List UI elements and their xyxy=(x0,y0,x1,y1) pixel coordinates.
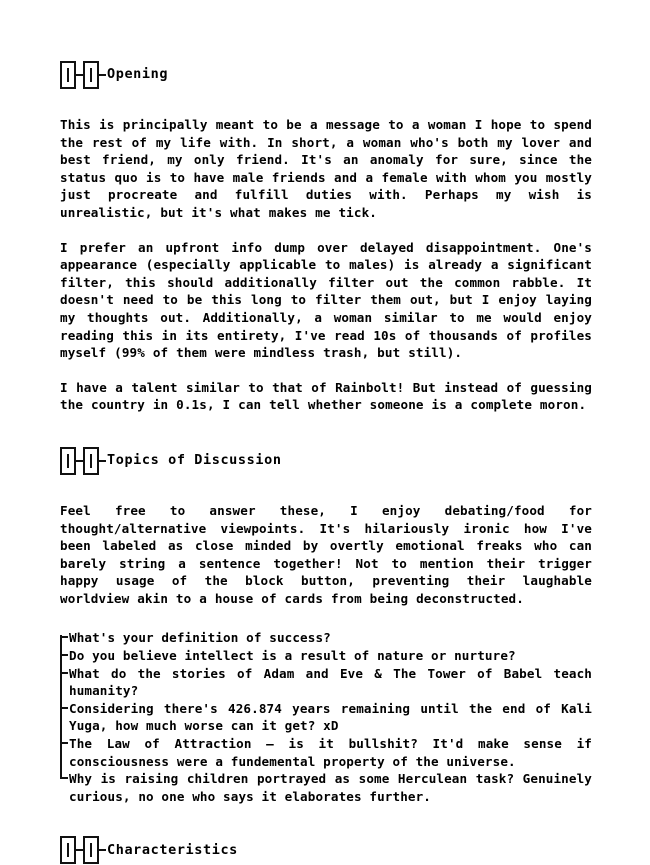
list-item xyxy=(60,700,592,735)
divider-connector xyxy=(76,460,83,462)
divider-box-right xyxy=(83,447,99,475)
list-item xyxy=(60,629,592,647)
list-item xyxy=(60,735,592,770)
list-item-text: Considering there's 426.874 years remaining until the end of Kali Yuga, how much worse can it get? xD xyxy=(69,700,592,734)
divider-connector xyxy=(76,849,83,851)
discussion-topics-list xyxy=(60,629,592,805)
section-title-topics-of-discussion: Topics of Discussion xyxy=(107,452,282,469)
section-body-topics-of-discussion xyxy=(60,502,592,806)
divider-box-left xyxy=(60,447,76,475)
tree-branch-icon xyxy=(60,700,68,735)
divider-connector xyxy=(76,74,83,76)
list-item-text: What's your definition of success? xyxy=(69,630,331,646)
divider-tail xyxy=(99,74,106,76)
divider-bar-left xyxy=(67,68,69,82)
divider-box-left xyxy=(60,61,76,89)
divider-bar-left xyxy=(67,843,69,857)
paragraph: I have a talent similar to that of Rainbolt! But instead of guessing the country in 0.1s, I can tell whether someone is a complete moron. xyxy=(60,379,592,413)
list-item xyxy=(60,647,592,665)
list-item-text: The Law of Attraction — is it bullshit? It'd make sense if consciousness were a fundemental property of the universe. xyxy=(69,736,592,769)
list-item-text: Do you believe intellect is a result of nature or nurture? xyxy=(69,648,516,664)
section-divider-icon xyxy=(60,61,106,89)
paragraph: I prefer an upfront info dump over delayed disappointment. One's appearance (especially applicable to males) is already a significant filter, this should additionally filter out the common rabble. It doesn't need to be this long to filter them out, but I enjoy laying my thoughts out. Additionally, a woman similar to me would enjoy reading this in its entirety, I've read 10s of thousands of profiles myself (99% of them were mindless trash, but still). xyxy=(60,239,592,361)
divider-bar-right xyxy=(90,68,92,82)
tree-branch-icon xyxy=(60,770,68,805)
divider-box-right xyxy=(83,61,99,89)
tree-branch-icon xyxy=(60,735,68,770)
divider-tail xyxy=(99,849,106,851)
tree-branch-icon xyxy=(60,647,68,665)
divider-bar-left xyxy=(67,454,69,468)
section-heading-opening xyxy=(60,60,592,90)
section-title-characteristics: Characteristics xyxy=(107,841,238,858)
section-heading-characteristics xyxy=(60,835,592,865)
section-divider-icon xyxy=(60,447,106,475)
list-item xyxy=(60,770,592,805)
divider-bar-right xyxy=(90,843,92,857)
paragraph: Feel free to answer these, I enjoy debating/food for thought/alternative viewpoints. It's hilariously ironic how I've been labeled as close minded by overtly emotional freaks who can barely string a sentence together! Not to mention their trigger happy usage of the block button, preventing their laughable worldview akin to a house of cards from being deconstructed. xyxy=(60,502,592,606)
list-item-text: Why is raising children portrayed as some Herculean task? Genuinely curious, no one who says it elaborates further. xyxy=(69,771,592,804)
paragraph: This is principally meant to be a message to a woman I hope to spend the rest of my life with. In short, a woman who's both my lover and best friend, my only friend. It's an anomaly for sure, since the status quo is to have male friends and a female with whom you mostly just procreate and fulfill duties with. Perhaps my wish is unrealistic, but it's what makes me tick. xyxy=(60,117,592,220)
section-heading-topics-of-discussion xyxy=(60,446,592,476)
section-body-opening xyxy=(60,116,592,414)
divider-tail xyxy=(99,460,106,462)
tree-branch-icon xyxy=(60,629,68,647)
divider-bar-right xyxy=(90,454,92,468)
list-item xyxy=(60,665,592,700)
list-item-text: What do the stories of Adam and Eve & The Tower of Babel teach humanity? xyxy=(69,665,592,699)
section-title-opening: Opening xyxy=(107,66,169,83)
tree-branch-icon xyxy=(60,665,68,700)
